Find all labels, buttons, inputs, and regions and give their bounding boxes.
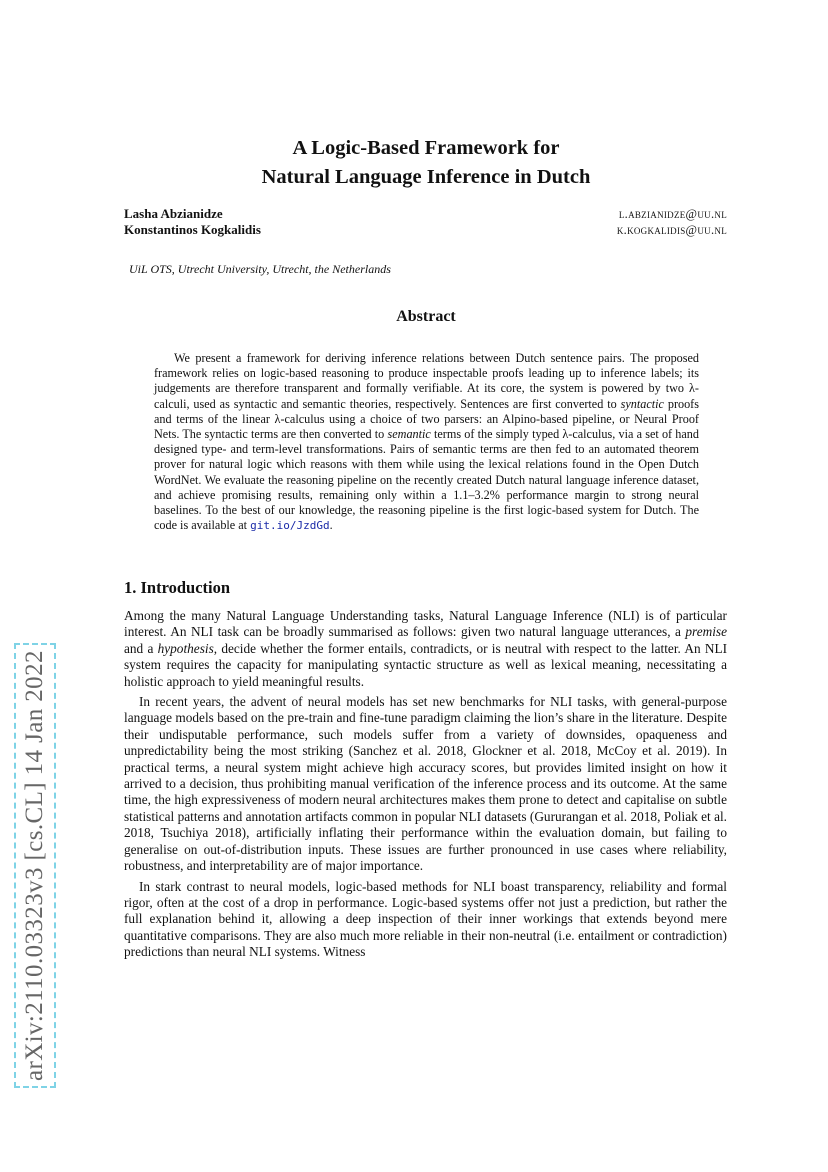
paragraph-text-run: and a (124, 640, 158, 656)
paper-title (0, 134, 828, 192)
section-heading: 1. Introduction (124, 578, 231, 597)
abstract-text-run: proofs and terms of the linear λ-calculus using a choice of two parsers: an Alpino-based pipeline, or Neural Proof Nets. The syntactic terms are then converted to (154, 396, 699, 442)
body-text (124, 608, 727, 965)
author-row (124, 206, 727, 222)
abstract-emphasis: semantic (387, 427, 431, 442)
abstract-emphasis: syntactic (620, 396, 664, 411)
paragraph-emphasis: premise (685, 624, 727, 640)
paragraph-emphasis: hypothesis (157, 640, 214, 656)
author-email: k.kogkalidis@uu.nl (616, 223, 727, 237)
paragraph-text-run: Among the many Natural Language Understanding tasks, Natural Language Inference (NLI) is of particular interest. An NLI task can be broadly summarised as follows: given two natural language utterances, a (124, 608, 727, 640)
paragraph: In recent years, the advent of neural models has set new benchmarks for NLI tasks, with general-purpose language models based on the pre-train and fine-tune paradigm claiming the lion’s share in the literature. Despite their undisputable performance, such models suffer from a variety of downsides, opaqueness and unpredictability being the most striking (Sanchez et al. 2018, Glockner et al. 2018, McCoy et al. 2019). In practical terms, a neural system might achieve high accuracy scores, but provides limited insight on how it arrived to a decision, thus prohibiting manual verification of the inference process and its outcome. At the same time, the high expressiveness of modern neural architectures makes them prone to detect and capitalise on subtle statistical patterns and annotation artifacts common in popular NLI datasets (Gururangan et al. 2018, Poliak et al. 2018, Tsuchiya 2018), artificially inflating their performance within the evaluation domain, but failing to generalise on out-of-distribution inputs. These issues are further pronounced in use cases where reliability, robustness, and interpretability are of major importance. (124, 694, 727, 874)
title-line-1: A Logic-Based Framework for (292, 137, 560, 159)
author-email: l.abzianidze@uu.nl (618, 207, 727, 221)
paragraph-text-run: , decide whether the former entails, contradicts, or is neutral with respect to the latter. An NLI system requires the capacity for manipulating syntactic structure as well as lexical meaning, necessitating a holistic approach to yield meaningful results. (124, 640, 728, 689)
author-name: Konstantinos Kogkalidis (124, 222, 261, 237)
author-block (124, 206, 727, 238)
abstract-text (154, 351, 699, 533)
abstract-heading: Abstract (396, 308, 456, 325)
arxiv-stamp: arXiv:2110.03323v3 [cs.CL] 14 Jan 2022 (14, 643, 56, 1088)
abstract-text-run: We present a framework for deriving inference relations between Dutch sentence pairs. The proposed framework relies on logic-based reasoning to produce inspectable proofs leading up to inference labels; its judgements are therefore transparent and formally verifiable. At its core, the system is powered by two λ-calculi, used as syntactic and semantic theories, respectively. Sentences are first converted to (154, 351, 699, 411)
affiliation: UiL OTS, Utrecht University, Utrecht, the Netherlands (129, 262, 391, 276)
paragraph (124, 608, 727, 690)
title-line-2: Natural Language Inference in Dutch (261, 166, 591, 188)
paragraph: In stark contrast to neural models, logic-based methods for NLI boast transparency, reliability and formal rigor, often at the cost of a drop in performance. Logic-based systems offer not just a prediction, but rather the full explanation behind it, allowing a deep inspection of their inner workings that extends beyond mere quantitative comparisons. They are also much more reliable in their non-neutral (i.e. entailment or contradiction) predictions than neural NLI systems. Witness (124, 878, 727, 960)
author-name: Lasha Abzianidze (124, 206, 223, 221)
abstract-text-run: . (329, 518, 333, 533)
abstract-text-run: terms of the simply typed λ-calculus, via a set of hand designed type- and term-level transformations. Pairs of semantic terms are then fed to an automated theorem prover for natural logic which reasons with them while using the lexical relations found in the Open Dutch WordNet. We evaluate the reasoning pipeline on the recently created Dutch natural language inference dataset, and achieve promising results, remaining only within a 1.1–3.2% performance margin to strong neural baselines. To the best of our knowledge, the reasoning pipeline is the first logic-based system for Dutch. The code is available at (154, 427, 699, 533)
author-row (124, 222, 727, 238)
code-link[interactable]: git.io/JzdGd (250, 519, 330, 533)
